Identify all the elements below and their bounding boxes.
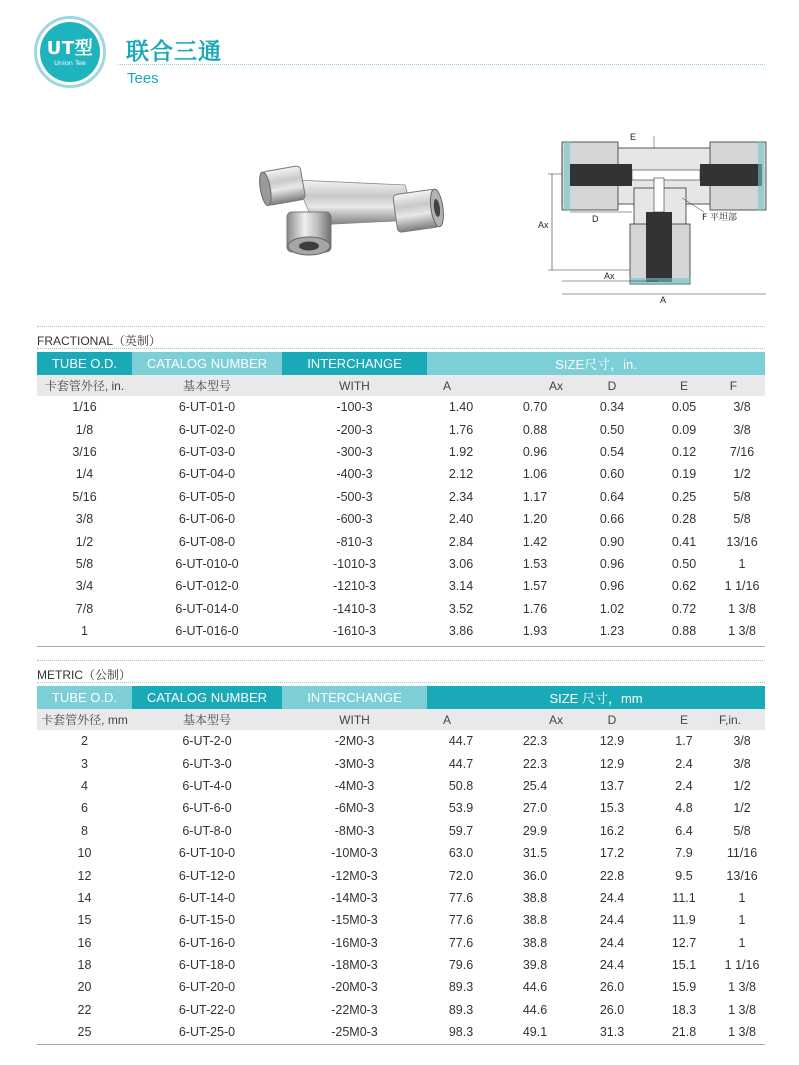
cell-tube-od: 3/16	[72, 444, 97, 459]
cell-catalog-number: 6-UT-25-0	[178, 1025, 236, 1040]
cell-dim-d: 12.9	[599, 734, 625, 749]
cell-dim-a: 2.34	[448, 489, 474, 504]
cell-dim-d: 0.96	[599, 556, 625, 571]
cell-dim-ax: 0.70	[522, 400, 548, 415]
col-header-interchange: INTERCHANGE	[282, 352, 427, 375]
cell-dim-ax: 0.88	[522, 422, 548, 437]
logo-sub-text: Union Tee	[54, 59, 86, 67]
cell-catalog-number: 6-UT-014-0	[175, 601, 239, 616]
cell-with: -810-3	[336, 534, 373, 549]
cell-dim-f: 5/8	[733, 823, 751, 838]
cell-catalog-number: 6-UT-14-0	[178, 890, 236, 905]
cell-catalog-number: 6-UT-01-0	[178, 400, 236, 415]
cell-dim-d: 24.4	[599, 913, 625, 928]
cell-dim-a: 3.14	[448, 579, 474, 594]
cell-tube-od: 1	[81, 624, 88, 639]
cell-catalog-number: 6-UT-2-0	[182, 734, 232, 749]
table-row	[37, 797, 765, 819]
cell-dim-ax: 1.93	[522, 624, 548, 639]
cell-with: -1410-3	[332, 601, 377, 616]
subheader-with: WITH	[282, 709, 427, 730]
cell-catalog-number: 6-UT-3-0	[182, 756, 232, 771]
cell-dim-e: 21.8	[671, 1025, 697, 1040]
cell-with: -14M0-3	[331, 890, 378, 905]
cell-dim-e: 18.3	[671, 1002, 697, 1017]
cell-dim-ax: 1.06	[522, 467, 548, 482]
cell-tube-od: 1/16	[72, 400, 97, 415]
cell-dim-d: 0.64	[599, 489, 625, 504]
subheader-a: A	[427, 709, 495, 730]
cell-with: -1210-3	[332, 579, 377, 594]
cell-dim-f: 1 3/8	[728, 601, 756, 616]
cell-catalog-number: 6-UT-08-0	[178, 534, 236, 549]
cell-dim-e: 1.7	[675, 734, 693, 749]
cell-tube-od: 5/16	[72, 489, 97, 504]
cell-dim-d: 1.02	[599, 601, 625, 616]
technical-drawing	[534, 128, 774, 304]
cell-tube-od: 8	[81, 823, 88, 838]
table-row	[37, 999, 765, 1021]
cell-tube-od: 1/2	[75, 534, 94, 549]
cell-catalog-number: 6-UT-03-0	[178, 444, 236, 459]
table-row	[37, 909, 765, 931]
cell-dim-a: 44.7	[448, 756, 474, 771]
table-row	[37, 932, 765, 954]
cell-dim-e: 0.50	[671, 556, 697, 571]
cell-tube-od: 1/4	[75, 467, 94, 482]
cell-dim-d: 13.7	[599, 778, 625, 793]
cell-dim-a: 2.84	[448, 534, 474, 549]
cell-with: -16M0-3	[331, 935, 378, 950]
cell-with: -200-3	[336, 422, 373, 437]
cell-dim-a: 1.76	[448, 422, 474, 437]
subheader-f: F	[719, 375, 765, 396]
table-row	[37, 486, 765, 508]
cell-with: -300-3	[336, 444, 373, 459]
table-row	[37, 864, 765, 886]
drawing-label-f: F 平坦部	[702, 213, 738, 223]
table-row	[37, 418, 765, 440]
metric-divider-top	[37, 660, 765, 661]
cell-dim-e: 2.4	[675, 756, 693, 771]
cell-with: -18M0-3	[331, 958, 378, 973]
cell-with: -6M0-3	[334, 801, 375, 816]
header-divider	[118, 64, 765, 65]
cell-tube-od: 3/4	[75, 579, 94, 594]
table-row	[37, 820, 765, 842]
cell-catalog-number: 6-UT-4-0	[182, 778, 232, 793]
subheader-ax: Ax	[495, 709, 575, 730]
table-row	[37, 463, 765, 485]
col-header-catalog-number: CATALOG NUMBER	[132, 686, 282, 709]
cell-with: -1010-3	[332, 556, 377, 571]
cell-dim-e: 0.72	[671, 601, 697, 616]
cell-dim-a: 44.7	[448, 734, 474, 749]
metric-bottom-rule	[37, 1044, 765, 1045]
cell-dim-ax: 44.6	[522, 980, 548, 995]
cell-catalog-number: 6-UT-012-0	[175, 579, 239, 594]
cell-dim-d: 0.60	[599, 467, 625, 482]
cell-with: -600-3	[336, 512, 373, 527]
cell-with: -12M0-3	[331, 868, 378, 883]
cell-dim-a: 59.7	[448, 823, 474, 838]
cell-catalog-number: 6-UT-22-0	[178, 1002, 236, 1017]
cell-dim-e: 4.8	[675, 801, 693, 816]
cell-dim-f: 3/8	[733, 756, 751, 771]
metric-table-body	[37, 730, 765, 1043]
cell-with: -8M0-3	[334, 823, 375, 838]
cell-dim-ax: 36.0	[522, 868, 548, 883]
cell-dim-f: 3/8	[733, 734, 751, 749]
cell-dim-f: 3/8	[733, 400, 751, 415]
cell-dim-a: 89.3	[448, 980, 474, 995]
cell-dim-ax: 44.6	[522, 1002, 548, 1017]
cell-dim-ax: 38.8	[522, 890, 548, 905]
cell-dim-f: 1/2	[733, 801, 751, 816]
cell-tube-od: 7/8	[75, 601, 94, 616]
cell-dim-ax: 1.57	[522, 579, 548, 594]
cell-dim-d: 0.50	[599, 422, 625, 437]
subheader-e: E	[649, 709, 719, 730]
cell-dim-ax: 49.1	[522, 1025, 548, 1040]
cell-dim-a: 3.06	[448, 556, 474, 571]
cell-dim-e: 0.12	[671, 444, 697, 459]
table-row	[37, 598, 765, 620]
drawing-label-d: D	[592, 214, 599, 224]
cell-dim-d: 26.0	[599, 1002, 625, 1017]
cell-dim-f: 1	[738, 913, 746, 928]
cell-with: -20M0-3	[331, 980, 378, 995]
cell-catalog-number: 6-UT-20-0	[178, 980, 236, 995]
page-title: 联合三通	[126, 39, 222, 65]
table-row	[37, 976, 765, 998]
cell-dim-ax: 0.96	[522, 444, 548, 459]
cell-with: -3M0-3	[334, 756, 375, 771]
cell-catalog-number: 6-UT-05-0	[178, 489, 236, 504]
cell-dim-d: 0.90	[599, 534, 625, 549]
subheader-a: A	[427, 375, 495, 396]
cell-dim-d: 26.0	[599, 980, 625, 995]
subheader-d: D	[575, 375, 649, 396]
logo-main-text: UT型	[46, 38, 94, 59]
cell-dim-a: 63.0	[448, 846, 474, 861]
table-row	[37, 530, 765, 552]
table-row	[37, 730, 765, 752]
cell-tube-od: 6	[81, 801, 88, 816]
subheader-catalog: 基本型号	[132, 375, 282, 396]
cell-tube-od: 14	[77, 890, 92, 905]
cell-dim-ax: 1.17	[522, 489, 548, 504]
cell-dim-e: 0.09	[671, 422, 697, 437]
cell-with: -4M0-3	[334, 778, 375, 793]
metric-section-label: METRIC（公制）	[37, 668, 131, 682]
cell-tube-od: 3	[81, 756, 88, 771]
fractional-table	[37, 352, 765, 642]
cell-tube-od: 25	[77, 1025, 92, 1040]
fractional-divider-bottom	[37, 348, 765, 349]
cell-dim-e: 0.62	[671, 579, 697, 594]
cell-dim-f: 5/8	[733, 512, 751, 527]
cell-dim-a: 2.12	[448, 467, 474, 482]
cell-dim-d: 24.4	[599, 890, 625, 905]
cell-dim-f: 1 1/16	[724, 958, 760, 973]
cell-dim-ax: 22.3	[522, 756, 548, 771]
cell-with: -1610-3	[332, 624, 377, 639]
cell-dim-a: 89.3	[448, 1002, 474, 1017]
cell-dim-d: 24.4	[599, 935, 625, 950]
cell-dim-d: 15.3	[599, 801, 625, 816]
cell-dim-f: 5/8	[733, 489, 751, 504]
drawing-label-a: A	[660, 295, 667, 304]
metric-table	[37, 686, 765, 1043]
cell-dim-e: 0.25	[671, 489, 697, 504]
cell-dim-a: 53.9	[448, 801, 474, 816]
cell-catalog-number: 6-UT-16-0	[178, 935, 236, 950]
cell-dim-ax: 1.53	[522, 556, 548, 571]
table-row	[37, 441, 765, 463]
cell-dim-ax: 25.4	[522, 778, 548, 793]
cell-dim-ax: 1.20	[522, 512, 548, 527]
table-row	[37, 954, 765, 976]
cell-dim-d: 0.96	[599, 579, 625, 594]
subheader-catalog: 基本型号	[132, 709, 282, 730]
cell-dim-f: 1 3/8	[728, 1002, 756, 1017]
cell-dim-ax: 27.0	[522, 801, 548, 816]
cell-with: -500-3	[336, 489, 373, 504]
cell-dim-e: 15.9	[671, 980, 697, 995]
cell-dim-a: 72.0	[448, 868, 474, 883]
cell-tube-od: 1/8	[75, 422, 94, 437]
cell-dim-a: 1.92	[448, 444, 474, 459]
cell-dim-a: 3.86	[448, 624, 474, 639]
cell-dim-a: 77.6	[448, 913, 474, 928]
cell-dim-f: 1	[738, 556, 746, 571]
fractional-section-label: FRACTIONAL（英制）	[37, 334, 162, 348]
cell-dim-f: 1	[738, 935, 746, 950]
subheader-with: WITH	[282, 375, 427, 396]
cell-tube-od: 5/8	[75, 556, 94, 571]
cell-dim-ax: 1.76	[522, 601, 548, 616]
table-row	[37, 887, 765, 909]
cell-tube-od: 12	[77, 868, 92, 883]
cell-dim-a: 2.40	[448, 512, 474, 527]
table-row	[37, 553, 765, 575]
subheader-tube-od: 卡套管外径, in.	[37, 375, 132, 396]
table-row	[37, 575, 765, 597]
cell-tube-od: 2	[81, 734, 88, 749]
cell-with: -2M0-3	[334, 734, 375, 749]
cell-dim-f: 1/2	[733, 778, 751, 793]
cell-catalog-number: 6-UT-06-0	[178, 512, 236, 527]
cell-dim-a: 3.52	[448, 601, 474, 616]
cell-dim-ax: 29.9	[522, 823, 548, 838]
cell-catalog-number: 6-UT-18-0	[178, 958, 236, 973]
cell-with: -25M0-3	[331, 1025, 378, 1040]
cell-dim-ax: 1.42	[522, 534, 548, 549]
cell-dim-e: 11.9	[672, 913, 696, 928]
page-subtitle: Tees	[127, 70, 159, 87]
cell-dim-a: 1.40	[448, 400, 474, 415]
cell-dim-d: 0.54	[599, 444, 625, 459]
cell-dim-f: 1 3/8	[728, 980, 756, 995]
cell-dim-f: 1 3/8	[728, 624, 756, 639]
cell-dim-d: 16.2	[599, 823, 625, 838]
cell-catalog-number: 6-UT-02-0	[178, 422, 236, 437]
cell-dim-e: 11.1	[672, 890, 696, 905]
cell-with: -15M0-3	[331, 913, 378, 928]
cell-catalog-number: 6-UT-8-0	[182, 823, 232, 838]
cell-dim-e: 15.1	[671, 958, 697, 973]
subheader-f: F,in.	[719, 709, 765, 730]
cell-dim-e: 0.05	[671, 400, 697, 415]
cell-dim-f: 1 1/16	[724, 579, 760, 594]
cell-tube-od: 4	[81, 778, 88, 793]
cell-catalog-number: 6-UT-6-0	[182, 801, 232, 816]
cell-catalog-number: 6-UT-12-0	[178, 868, 236, 883]
table-row	[37, 620, 765, 642]
cell-dim-f: 11/16	[726, 846, 758, 861]
col-header-size: SIZE尺寸，in.	[427, 352, 765, 375]
subheader-tube-od: 卡套管外径, mm	[37, 709, 132, 730]
cell-dim-a: 79.6	[448, 958, 474, 973]
cell-tube-od: 16	[77, 935, 92, 950]
col-header-tube-od: TUBE O.D.	[37, 686, 132, 709]
cell-dim-f: 7/16	[729, 444, 755, 459]
table-row	[37, 396, 765, 418]
cell-with: -10M0-3	[331, 846, 378, 861]
cell-dim-f: 1	[738, 890, 746, 905]
cell-catalog-number: 6-UT-016-0	[175, 624, 239, 639]
cell-dim-e: 0.19	[671, 467, 697, 482]
cell-dim-e: 6.4	[675, 823, 693, 838]
cell-dim-a: 50.8	[448, 778, 474, 793]
cell-dim-ax: 39.8	[522, 958, 548, 973]
drawing-label-ax-vertical: Ax	[538, 220, 549, 230]
cell-catalog-number: 6-UT-010-0	[175, 556, 239, 571]
cell-dim-d: 0.34	[599, 400, 625, 415]
drawing-label-e: E	[630, 132, 637, 142]
metric-divider-bottom	[37, 682, 765, 683]
cell-dim-ax: 38.8	[522, 913, 548, 928]
cell-dim-d: 17.2	[599, 846, 625, 861]
subheader-d: D	[575, 709, 649, 730]
cell-tube-od: 18	[77, 958, 92, 973]
cell-dim-d: 24.4	[599, 958, 625, 973]
cell-dim-f: 1 3/8	[728, 1025, 756, 1040]
product-photo	[255, 140, 455, 260]
cell-dim-e: 2.4	[675, 778, 693, 793]
cell-dim-f: 13/16	[726, 534, 758, 549]
cell-dim-d: 31.3	[599, 1025, 625, 1040]
cell-tube-od: 3/8	[75, 512, 94, 527]
cell-tube-od: 20	[77, 980, 92, 995]
cell-dim-e: 0.41	[671, 534, 697, 549]
logo-badge	[40, 22, 100, 82]
table-row	[37, 752, 765, 774]
cell-dim-a: 77.6	[448, 890, 474, 905]
col-header-tube-od: TUBE O.D.	[37, 352, 132, 375]
cell-catalog-number: 6-UT-04-0	[178, 467, 236, 482]
cell-dim-e: 9.5	[675, 868, 693, 883]
cell-tube-od: 15	[77, 913, 92, 928]
cell-dim-ax: 31.5	[522, 846, 548, 861]
subheader-e: E	[649, 375, 719, 396]
table-row	[37, 1021, 765, 1043]
cell-dim-a: 77.6	[448, 935, 474, 950]
cell-dim-e: 0.28	[671, 512, 697, 527]
fractional-table-body	[37, 396, 765, 642]
cell-tube-od: 10	[77, 846, 92, 861]
col-header-interchange: INTERCHANGE	[282, 686, 427, 709]
drawing-label-ax-horizontal: Ax	[604, 271, 615, 281]
col-header-catalog-number: CATALOG NUMBER	[132, 352, 282, 375]
cell-dim-f: 13/16	[726, 868, 758, 883]
table-row	[37, 508, 765, 530]
cell-catalog-number: 6-UT-10-0	[178, 846, 236, 861]
cell-dim-ax: 38.8	[522, 935, 548, 950]
cell-with: -100-3	[336, 400, 373, 415]
cell-catalog-number: 6-UT-15-0	[178, 913, 236, 928]
cell-dim-d: 0.66	[599, 512, 625, 527]
cell-dim-ax: 22.3	[522, 734, 548, 749]
cell-dim-a: 98.3	[448, 1025, 474, 1040]
cell-dim-f: 1/2	[733, 467, 751, 482]
fractional-bottom-rule	[37, 646, 765, 647]
cell-with: -400-3	[336, 467, 373, 482]
cell-dim-d: 12.9	[599, 756, 625, 771]
cell-with: -22M0-3	[331, 1002, 378, 1017]
subheader-ax: Ax	[495, 375, 575, 396]
cell-dim-e: 0.88	[671, 624, 697, 639]
cell-dim-e: 7.9	[675, 846, 693, 861]
cell-dim-e: 12.7	[671, 935, 697, 950]
table-row	[37, 842, 765, 864]
cell-dim-d: 1.23	[599, 624, 625, 639]
cell-tube-od: 22	[77, 1002, 92, 1017]
col-header-size: SIZE 尺寸，mm	[427, 686, 765, 709]
fractional-divider-top	[37, 326, 765, 327]
cell-dim-d: 22.8	[599, 868, 625, 883]
table-row	[37, 775, 765, 797]
cell-dim-f: 3/8	[733, 422, 751, 437]
